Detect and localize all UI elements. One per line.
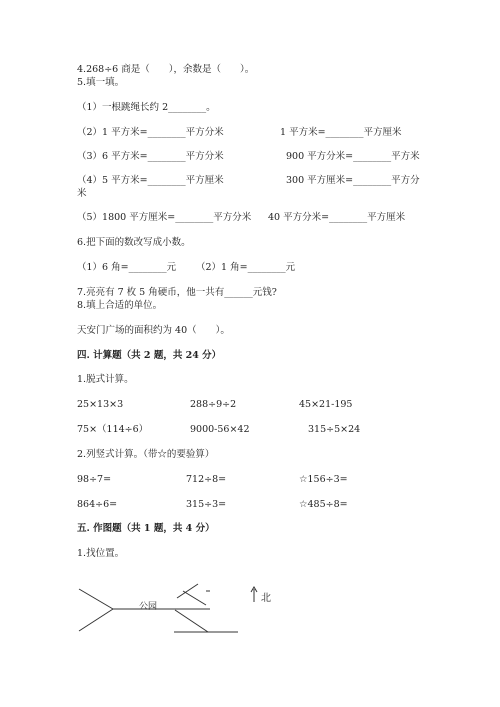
q5-item-5b: 40 平方分米=________平方厘米: [268, 212, 406, 223]
map-north-label: 北: [261, 593, 271, 604]
map-park-label: 公园: [139, 602, 158, 612]
map-street-right-2: [177, 584, 198, 598]
q6-heading: 6.把下面的数改写成小数。: [77, 237, 191, 248]
q5-item-4a: （4）5 平方米=________平方厘米: [77, 175, 224, 186]
q5-item-3b: 900 平方分米=________平方米: [286, 151, 420, 162]
q7-text: 7.亮亮有 7 枚 5 角硬币，他一共有______元钱?: [77, 287, 277, 298]
calc1-5: 9000-56×42: [190, 424, 250, 435]
sec4-q1: 1.脱式计算。: [77, 374, 134, 385]
calc2-1: 98÷7=: [77, 474, 112, 485]
calc2-4: 864÷6=: [77, 499, 118, 510]
q5-item-3a: （3）6 平方米=________平方分米: [77, 151, 224, 162]
q8-item: 天安门广场的面积约为 40（ ）。: [77, 325, 230, 336]
q5-item-2b: 1 平方米=________平方厘米: [280, 127, 402, 138]
q5-item-2a: （2）1 平方米=________平方分米: [77, 127, 224, 138]
sec4-q2: 2.列竖式计算。（带☆的要验算）: [77, 449, 215, 460]
section-5-title: 五. 作图题（共 1 题，共 4 分）: [77, 523, 215, 534]
calc2-3: ☆156÷3=: [299, 474, 348, 485]
q8-heading: 8.填上合适的单位。: [77, 300, 163, 311]
q5-item-4b: 300 平方厘米=________平方分: [286, 175, 420, 186]
calc2-6: ☆485÷8=: [299, 499, 348, 510]
section-4-title: 四. 计算题（共 2 题，共 24 分）: [77, 350, 222, 361]
q6-item-2: （2）1 角=________元: [196, 262, 296, 273]
map-street-right-1: [183, 591, 206, 605]
q5-item-5a: （5）1800 平方厘米=________平方分米: [77, 212, 252, 223]
q5-heading: 5.填一填。: [77, 77, 125, 88]
map-street-right-3: [175, 610, 208, 632]
calc1-1: 25×13×3: [77, 399, 124, 410]
calc1-3: 45×21-195: [299, 399, 353, 410]
sec5-q1: 1.找位置。: [77, 548, 125, 559]
map-street-left-lower: [79, 609, 113, 631]
q5-item-1: （1）一根跳绳长约 2________。: [77, 102, 216, 113]
calc1-4: 75×（114÷6）: [77, 424, 149, 435]
calc2-5: 315÷3=: [186, 499, 227, 510]
calc1-6: 315÷5×24: [308, 424, 361, 435]
calc1-2: 288÷9÷2: [190, 399, 237, 410]
calc2-2: 712÷8=: [186, 474, 227, 485]
q5-item-4c: 米: [77, 188, 87, 199]
q6-item-1: （1）6 角=________元: [77, 262, 177, 273]
map-street-left-upper: [79, 589, 113, 609]
q4-text: 4.268÷6 商是（ ），余数是（ ）。: [77, 64, 255, 75]
